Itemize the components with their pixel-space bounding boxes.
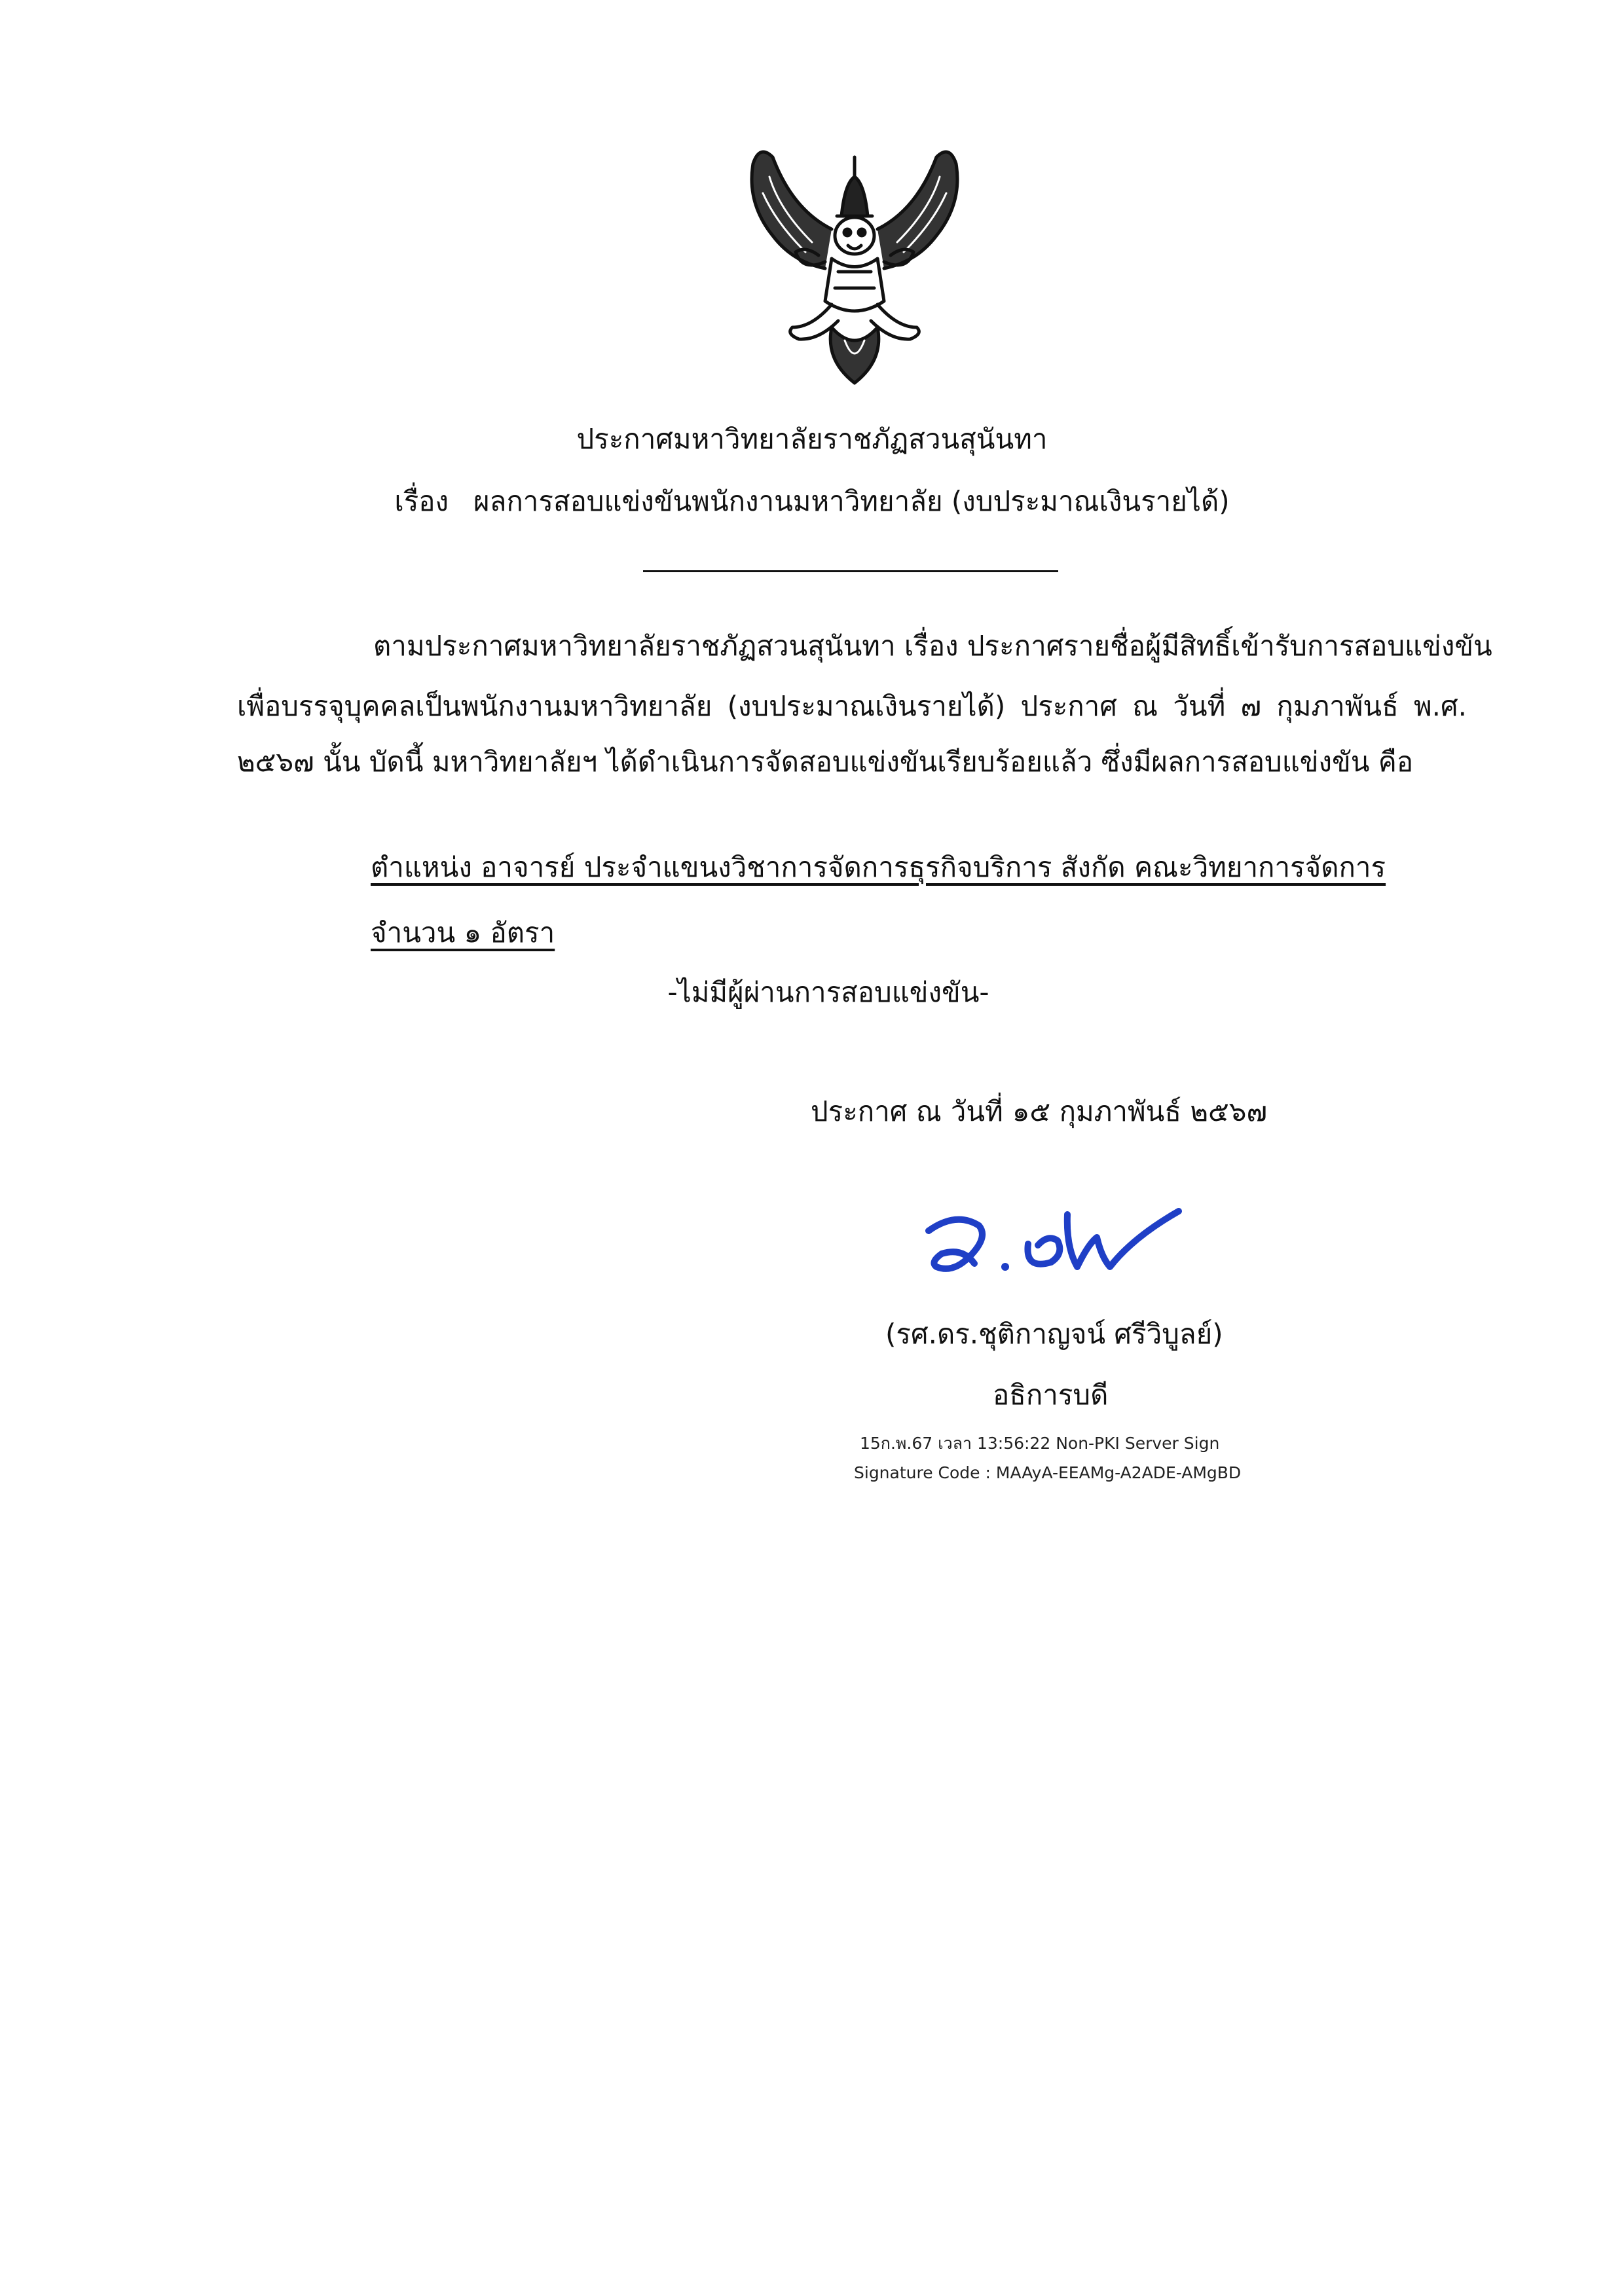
date-value: ๑๕ กุมภาพันธ์ ๒๕๖๗ <box>1012 1095 1268 1127</box>
announcement-date <box>811 1090 1276 1133</box>
signature-code: Signature Code : MAAyA-EEAMg-A2ADE-AMgBD <box>854 1463 1242 1482</box>
body-line-1: ตามประกาศมหาวิทยาลัยราชภัฏสวนสุนันทา เรื่อง ประกาศรายชื่อผู้มีสิทธิ์เข้ารับการสอบแข่งขัน <box>373 630 1492 662</box>
day-label: วันที่ <box>950 1095 1003 1127</box>
handwritten-signature <box>917 1185 1205 1290</box>
exam-result: -ไม่มีผู้ผ่านการสอบแข่งขัน- <box>667 976 989 1008</box>
subject-text: ผลการสอบแข่งขันพนักงานมหาวิทยาลัย (งบประมาณเงินรายได้) <box>473 485 1230 517</box>
signer-name: (รศ.ดร.ชุติกาญจน์ ศรีวิบูลย์) <box>885 1318 1223 1350</box>
signer-title: อธิการบดี <box>993 1379 1109 1411</box>
body-line-2: เพื่อบรรจุบุคคลเป็นพนักงานมหาวิทยาลัย (งบประมาณเงินรายได้) ประกาศ ณ วันที่ ๗ กุมภาพันธ์ พ.ศ. <box>237 690 1467 722</box>
announce-label: ประกาศ ณ <box>811 1095 942 1127</box>
subject-label: เรื่อง <box>394 485 449 517</box>
garuda-emblem-icon <box>733 131 976 393</box>
position-title: ตำแหน่ง อาจารย์ ประจำแขนงวิชาการจัดการธุรกิจบริการ สังกัด คณะวิทยาการจัดการ <box>371 851 1386 883</box>
title-divider <box>643 570 1058 572</box>
sign-timestamp: 15ก.พ.67 เวลา 13:56:22 Non-PKI Server Sign <box>860 1434 1220 1453</box>
body-line-3: ๒๕๖๗ นั้น บัดนี้ มหาวิทยาลัยฯ ได้ดำเนินการจัดสอบแข่งขันเรียบร้อยแล้ว ซึ่งมีผลการสอบแข่งขัน คือ <box>237 746 1414 778</box>
position-count: จำนวน ๑ อัตรา <box>371 917 555 949</box>
announcement-subject <box>0 480 1624 523</box>
announcement-title: ประกาศมหาวิทยาลัยราชภัฏสวนสุนันทา <box>576 423 1048 455</box>
